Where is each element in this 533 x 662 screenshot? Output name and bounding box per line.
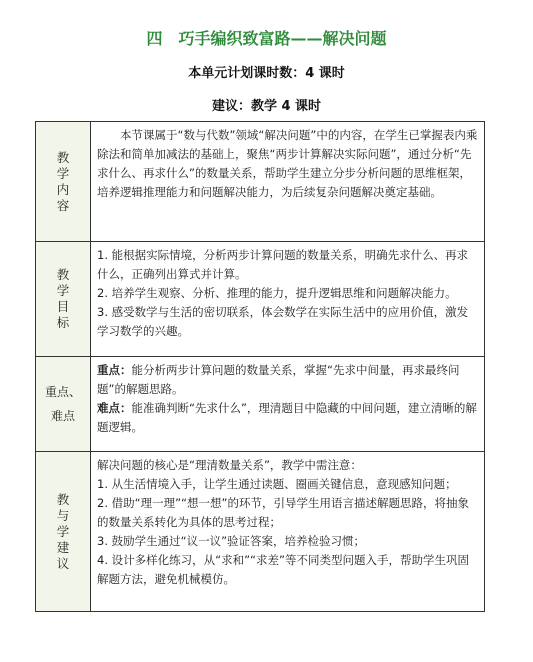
label-char: 教 (56, 491, 70, 507)
label-char: 标 (56, 315, 70, 330)
label-char: 教 (56, 267, 70, 282)
label-suggestions (36, 452, 91, 612)
suggestion-item: 4. 设计多样化练习，从“求和”“求差”等不同类型问题入手，帮助学生巩固解题方法，避免机械模仿。 (97, 553, 469, 586)
goal-item: 3. 感受数学与生活的密切联系，体会数学在实际生活中的应用价值，激发学习数学的兴趣。 (97, 305, 469, 338)
page-title: 四 巧手编织致富路——解决问题 (146, 29, 387, 48)
difficult-point-text: 能准确判断“先求什么”，理清题目中隐藏的中间问题，建立清晰的解题逻辑。 (97, 401, 477, 434)
label-char: 学 (56, 165, 70, 181)
content-teaching-goals (91, 242, 485, 357)
key-point-text: 能分析两步计算问题的数量关系，掌握“先求中间量，再求最终问题”的解题思路。 (97, 363, 460, 396)
content-suggestions (91, 452, 485, 612)
key-point (97, 361, 478, 399)
content-key-difficult (91, 357, 485, 452)
suggestion-item: 3. 鼓励学生通过“议一议”验证答案，培养检验习惯； (97, 534, 366, 548)
key-point-label: 重点： (97, 363, 132, 377)
content-paragraph: 本节课属于“数与代数”领域“解决问题”中的内容，在学生已掌握表内乘除法和简单加减法的基础上，聚焦“两步计算解决实际问题”，通过分析“先求什么、再求什么”的数量关系，帮助学生建立分步分析问题的思维框架，培养逻辑推理能力和问题解决能力，为后续复杂问题解决奠定基础。 (97, 128, 478, 199)
row-key-difficult (36, 357, 485, 452)
label-teaching-goals (36, 242, 91, 357)
goal-item: 1. 能根据实际情境，分析两步计算问题的数量关系，明确先求什么、再求什么，正确列出算式并计算。 (97, 248, 469, 281)
label-char: 学 (56, 523, 70, 539)
label-char: 建 (56, 539, 70, 555)
label-char: 议 (56, 555, 70, 571)
label-teaching-content (36, 122, 91, 242)
difficult-point (97, 399, 478, 437)
suggestion-item: 2. 借助“理一理”“想一想”的环节，引导学生用语言描述解题思路，将抽象的数量关系转化为具体的思考过程； (97, 496, 469, 529)
label-char: 教 (56, 149, 70, 165)
label-char: 内 (56, 181, 70, 197)
label-line: 重点、 (44, 385, 81, 399)
unit-hours: 本单元计划课时数：4 课时 (188, 66, 345, 81)
row-teaching-goals (36, 242, 485, 357)
label-char: 容 (56, 197, 70, 213)
difficult-point-label: 难点： (97, 401, 132, 415)
goal-item: 2. 培养学生观察、分析、推理的能力，提升逻辑思维和问题解决能力。 (97, 286, 457, 300)
suggestion-intro: 解决问题的核心是“理清数量关系”，教学中需注意： (97, 458, 362, 472)
label-char: 与 (56, 507, 70, 523)
lesson-plan-table (35, 121, 485, 612)
label-char: 学 (56, 283, 70, 298)
label-key-difficult (36, 357, 91, 452)
suggestion-item: 1. 从生活情境入手，让学生通过读题、圈画关键信息，意现感知问题； (97, 477, 457, 491)
teaching-suggestion: 建议：教学 4 课时 (211, 99, 322, 114)
row-teaching-content (36, 122, 485, 242)
label-char: 目 (56, 299, 70, 314)
label-line: 难点 (50, 409, 75, 423)
row-suggestions (36, 452, 485, 612)
content-teaching-content (91, 122, 485, 242)
